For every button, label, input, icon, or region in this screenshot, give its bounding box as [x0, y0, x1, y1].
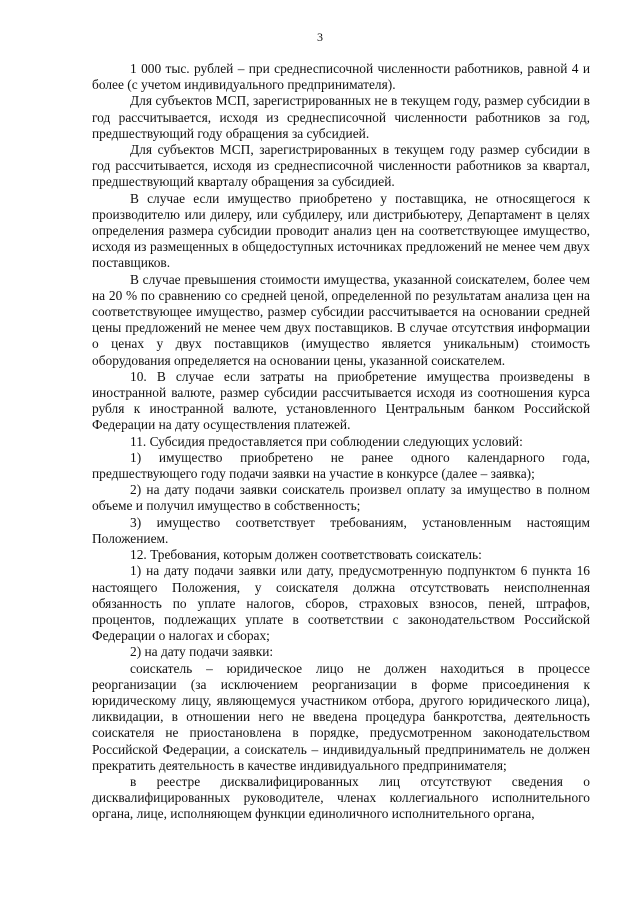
paragraph: 1 000 тыс. рублей – при среднесписочной численности работников, равной 4 и более (с учетом индивидуального предпринимателя). — [92, 61, 590, 93]
paragraph: 1) имущество приобретено не ранее одного календарного года, предшествующего году подачи заявки на участие в конкурсе (далее – заявка); — [92, 449, 590, 482]
paragraph: В случае если имущество приобретено у поставщика, не относящегося к производителю или дилеру, или субдилеру, или дистрибьютеру, Департамент в целях определения размера субсидии проводит анализ цен на соответствующее имущество, исходя из размещенных в общедоступных источниках предложений не менее чем двух поставщиков. — [92, 190, 590, 271]
paragraph: 1) на дату подачи заявки или дату, предусмотренную подпунктом 6 пункта 16 настоящего Положения, у соискателя должна отсутствовать неисполненная обязанность по уплате налогов, сборов, страховых взносов, пеней, штрафов, процентов, подлежащих уплате в соответствии с законодательством Российской Федерации о налогах и сборах; — [92, 563, 590, 644]
paragraph: в реестре дисквалифицированных лиц отсутствуют сведения о дисквалифицированных руководителе, членах коллегиального исполнительного органа, лице, исполняющем функции единоличного исполнительного органа, — [92, 773, 590, 822]
document-body — [92, 61, 590, 823]
paragraph: Для субъектов МСП, зарегистрированных в текущем году размер субсидии в год рассчитывается, исходя из среднесписочной численности работников за квартал, предшествующий кварталу обращения за субсидией. — [92, 142, 590, 190]
paragraph: В случае превышения стоимости имущества, указанной соискателем, более чем на 20 % по сравнению со средней ценой, определенной по результатам анализа цен на соответствующее имущество, размер субсидии рассчитывается на основании средней цены предложений не менее чем двух поставщиков. В случае отсутствия информации о ценах у двух поставщиков (имущество является уникальным) стоимость оборудования определяется на основании цены, указанной соискателем. — [92, 271, 590, 368]
paragraph: соискатель – юридическое лицо не должен находиться в процессе реорганизации (за исключением реорганизации в форме присоединения к юридическому лицу, являющемуся участником отбора, другого юридического лица), ликвидации, в отношении него не введена процедура банкротства, деятельность соискателя не приостановлена в порядке, предусмотренном законодательством Российской Федерации, а соискатель – индивидуальный предприниматель не должен прекратить деятельность в качестве индивидуального предпринимателя; — [92, 660, 590, 773]
paragraph: 11. Субсидия предоставляется при соблюдении следующих условий: — [130, 433, 523, 449]
paragraph: 12. Требования, которым должен соответствовать соискатель: — [130, 547, 482, 563]
page-number: 3 — [317, 30, 323, 44]
paragraph: 3) имущество соответствует требованиям, установленным настоящим Положением. — [92, 514, 590, 546]
paragraph: Для субъектов МСП, зарегистрированных не в текущем году, размер субсидии в год рассчитывается, исходя из среднесписочной численности работников за год, предшествующий году обращения за субсидией. — [92, 93, 590, 141]
paragraph: 2) на дату подачи заявки соискатель произвел оплату за имущество в полном объеме и получил имущество в собственность; — [92, 482, 590, 514]
paragraph: 10. В случае если затраты на приобретение имущества произведены в иностранной валюте, размер субсидии рассчитывается исходя из соотношения курса рубля к иностранной валюте, установленного Центральным банком Российской Федерации на дату осуществления платежей. — [92, 368, 590, 433]
paragraph: 2) на дату подачи заявки: — [130, 644, 274, 660]
